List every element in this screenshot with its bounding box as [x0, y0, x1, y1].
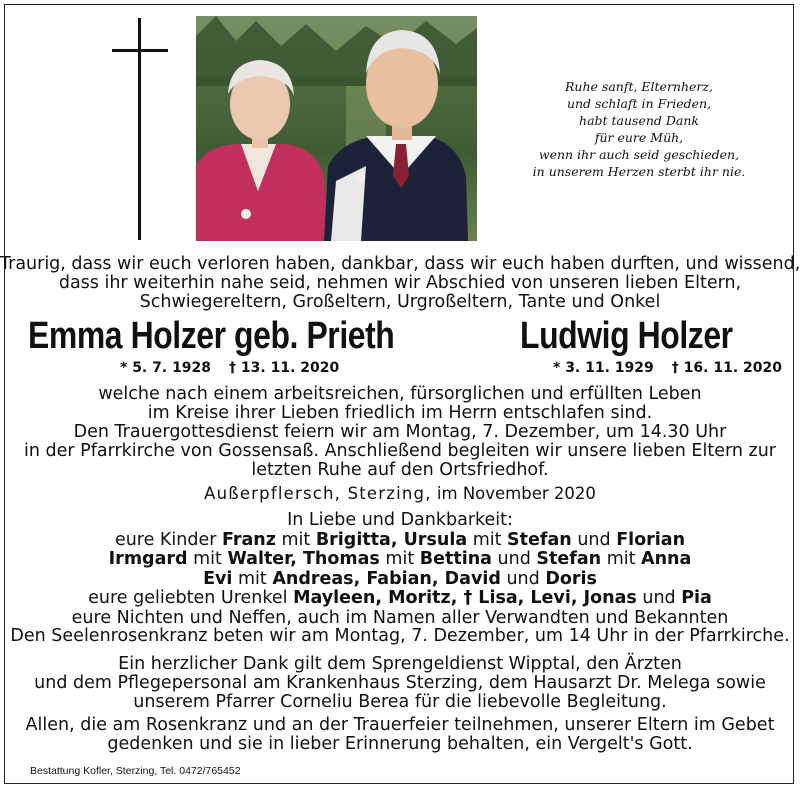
intro-line: Traurig, dass wir euch verloren haben, dankbar, dass wir euch haben durften, und wissend, [0, 254, 800, 274]
closing-text [0, 716, 800, 754]
place-date [0, 484, 800, 503]
dates-ludwig [553, 360, 782, 376]
family-line-relatives: eure Nichten und Neffen, auch im Namen aller Verwandten und Bekannten [71, 607, 729, 628]
thanks-line: unserem Pfarrer Corneliu Berea für die liebevolle Begleitung. [133, 692, 667, 712]
passing-line: Den Trauergottesdienst feiern wir am Montag, 7. Dezember, um 14.30 Uhr [73, 422, 727, 442]
family-list [0, 511, 800, 628]
poem-line: in unserem Herzen sterbt ihr nie. [532, 164, 746, 179]
deceased-name-emma: Emma Holzer geb. Prieth [28, 315, 395, 357]
place-towns: Außerpflersch, Sterzing, [204, 484, 432, 503]
poem-line: und schlaft in Frieden, [566, 96, 712, 111]
death-date: † 13. 11. 2020 [229, 360, 340, 376]
family-line-children-3: Evi mit Andreas, Fabian, David und Doris [203, 568, 597, 589]
intro-text [0, 255, 800, 312]
passing-line: welche nach einem arbeitsreichen, fürsorglichen und erfüllten Leben [98, 384, 702, 404]
family-line-children-2: Irmgard mit Walter, Thomas mit Bettina und Stefan mit Anna [108, 549, 692, 569]
passing-line: letzten Ruhe auf den Ortsfriedhof. [251, 460, 549, 480]
rosary-line: Den Seelenrosenkranz beten wir am Montag, 7. Dezember, um 14 Uhr in der Pfarrkirche. [10, 626, 790, 646]
death-date: † 16. 11. 2020 [671, 360, 782, 376]
passing-line: in der Pfarrkirche von Gossensaß. Anschließend begleiten wir unsere lieben Eltern zur [24, 441, 776, 461]
closing-line: gedenken und sie in lieber Erinnerung behalten, ein Vergelt's Gott. [107, 734, 693, 754]
passing-line: im Kreise ihrer Lieben friedlich im Herrn entschlafen sind. [147, 403, 653, 423]
family-line-children: eure Kinder Franz mit Brigitta, Ursula mit Stefan und Florian [114, 529, 686, 550]
place-month: im November 2020 [436, 484, 596, 503]
deceased-name-ludwig: Ludwig Holzer [520, 315, 733, 357]
couple-photo [196, 16, 477, 241]
funeral-home-footer: Bestattung Kofler, Sterzing, Tel. 0472/765452 [30, 765, 241, 777]
poem-line: habt tausend Dank [579, 113, 699, 128]
poem-line: wenn ihr auch seid geschieden, [538, 147, 740, 162]
closing-line: Allen, die am Rosenkranz und an der Trauerfeier teilnehmen, unserer Eltern im Gebet [25, 715, 775, 735]
rosary-text [0, 627, 800, 646]
intro-line: dass ihr weiterhin nahe seid, nehmen wir Abschied von unseren lieben Eltern, [58, 273, 742, 293]
thanks-text [0, 655, 800, 712]
thanks-line: Ein herzlicher Dank gilt dem Sprengeldienst Wipptal, den Ärzten [118, 654, 682, 674]
family-opening: In Liebe und Dankbarkeit: [287, 510, 513, 530]
thanks-line: und dem Pflegepersonal am Krankenhaus Sterzing, dem Hausarzt Dr. Melega sowie [34, 673, 766, 693]
birth-date: * 3. 11. 1929 [553, 360, 654, 376]
passing-text [0, 385, 800, 480]
poem [498, 78, 780, 180]
birth-date: * 5. 7. 1928 [120, 360, 212, 376]
dates-emma [120, 360, 339, 376]
cross-icon-bar [112, 49, 168, 52]
poem-line: Ruhe sanft, Elternherz, [565, 79, 713, 94]
poem-line: für eure Müh, [594, 130, 684, 145]
intro-line: Schwiegereltern, Großeltern, Urgroßeltern, Tante und Onkel [139, 292, 661, 312]
family-line-great-grandchildren: eure geliebten Urenkel Mayleen, Moritz, † Lisa, Levi, Jonas und Pia [88, 588, 712, 608]
